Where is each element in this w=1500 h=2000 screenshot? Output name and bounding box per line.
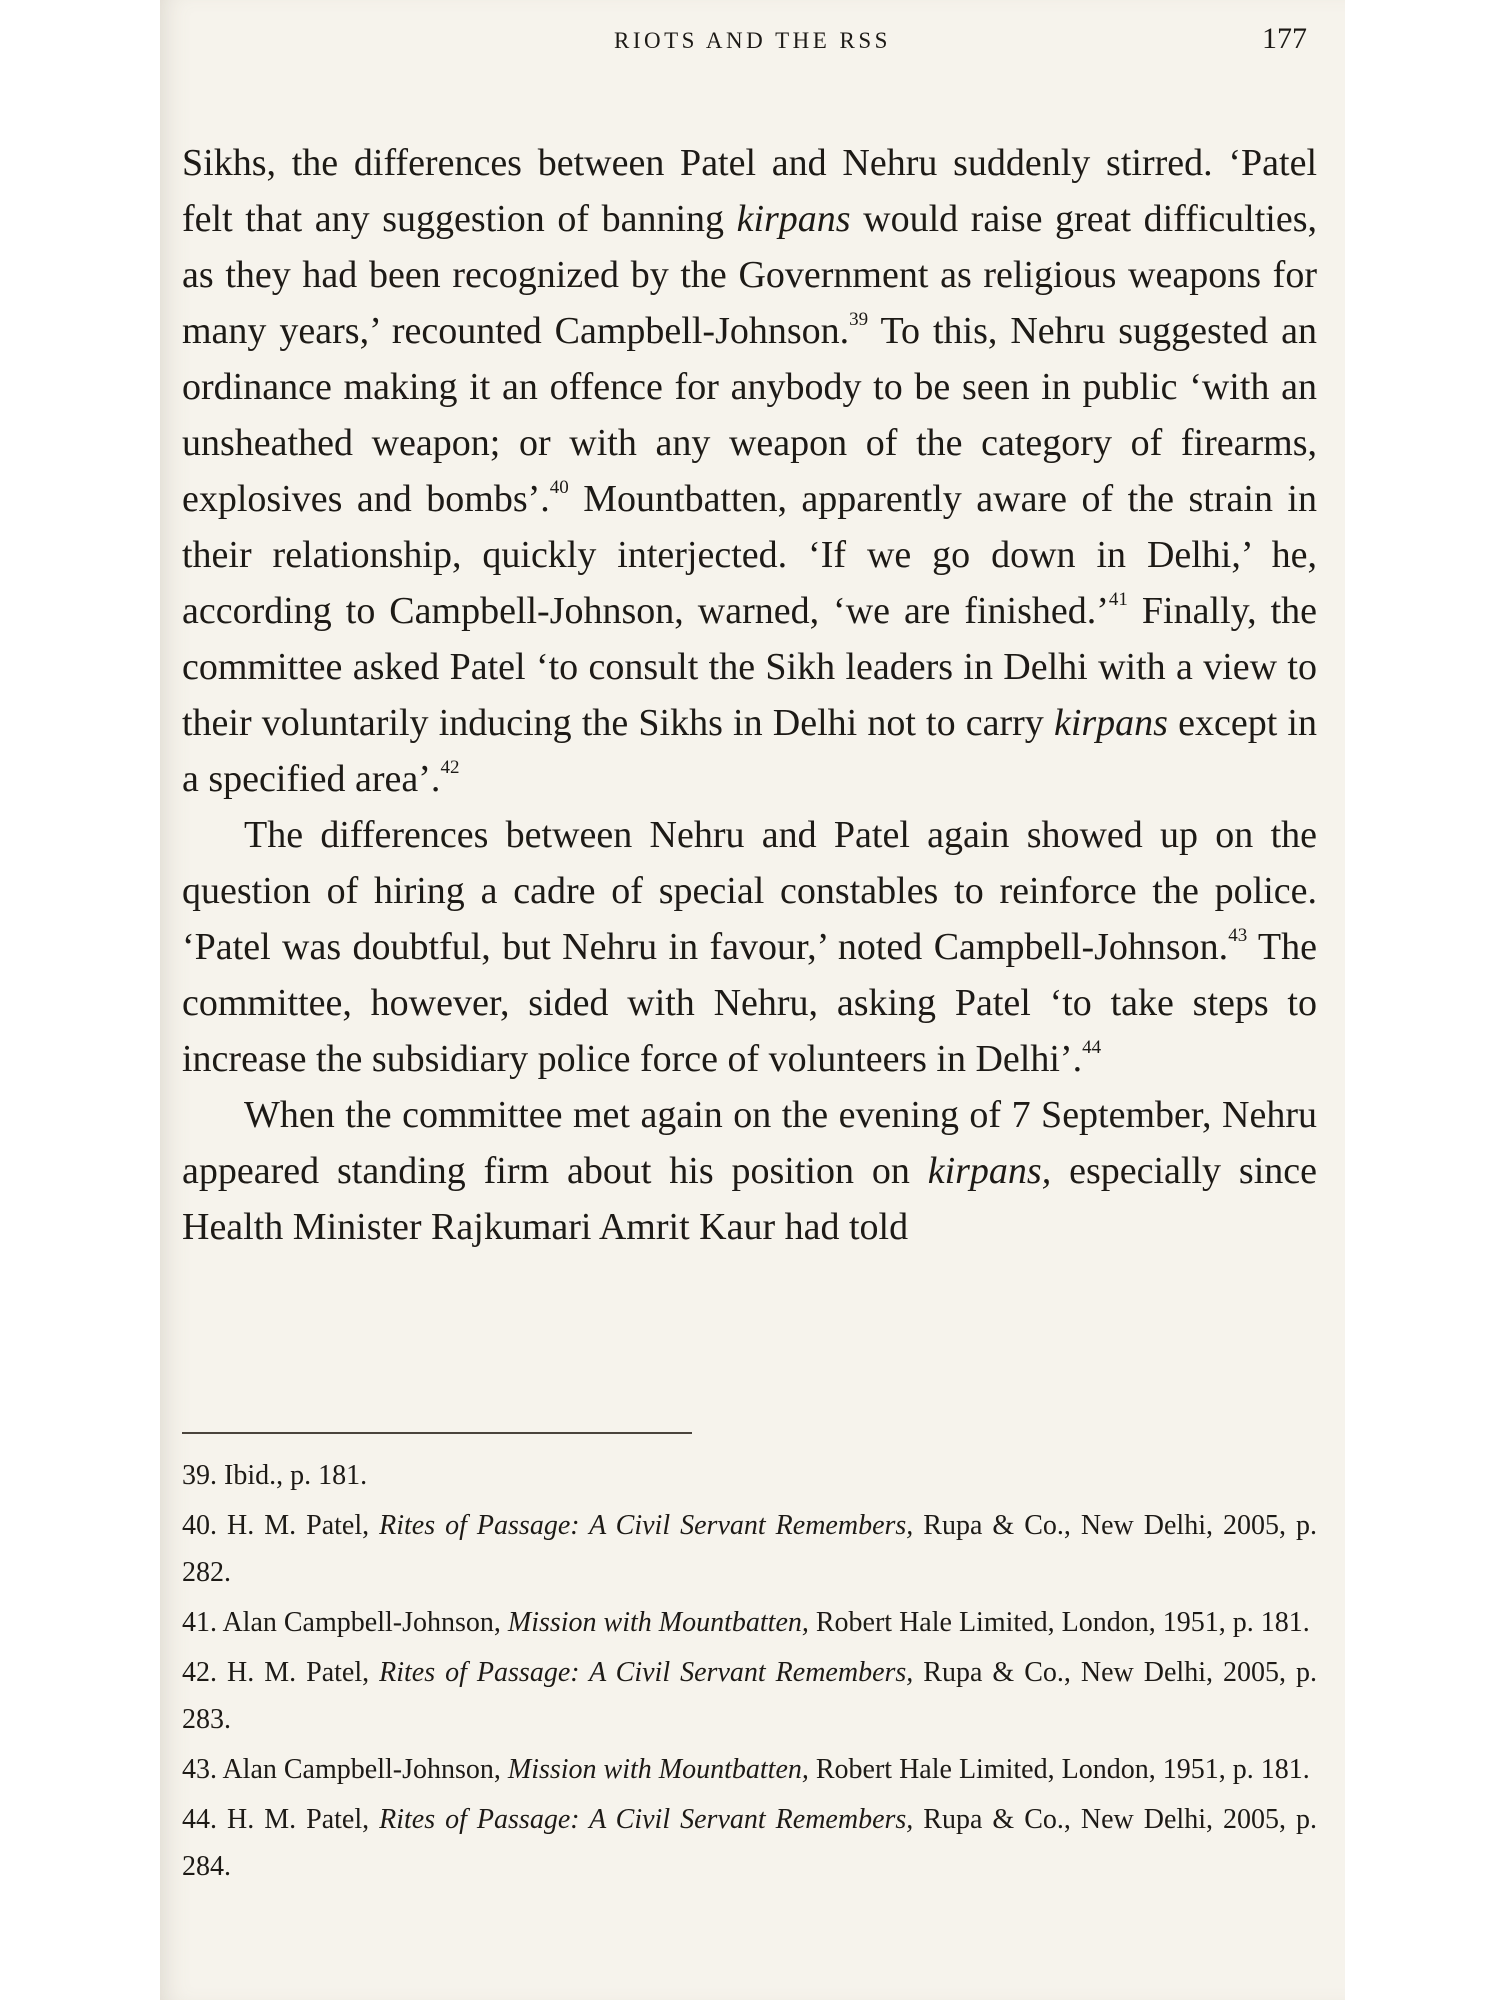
italic-term: kirpans	[1053, 702, 1168, 744]
text-run: would raise great difficulties, as they had been recognized by the Government as religious weapons for many years,’ recounted Campbell-Johnson.	[182, 198, 1318, 352]
footnote-41	[182, 1599, 1317, 1646]
footnote-ref-42: 42	[440, 757, 460, 778]
footnote-divider	[182, 1432, 692, 1434]
paragraph-3	[182, 1087, 1317, 1255]
footnote-book-title: Mission with Mountbatten,	[507, 1754, 809, 1785]
footnote-text: Rupa & Co., New Delhi, 2005, p. 282.	[182, 1510, 1317, 1588]
footnote-40	[182, 1502, 1317, 1596]
paragraph-1	[182, 135, 1317, 807]
text-run: except in a specified area’.	[182, 702, 1317, 800]
paragraph-2	[182, 807, 1317, 1087]
footnote-book-title: Rites of Passage: A Civil Servant Remembers,	[379, 1657, 914, 1688]
footnote-ref-40: 40	[549, 477, 569, 498]
text-run: The committee, however, sided with Nehru, asking Patel ‘to take steps to increase the subsidiary police force of volunteers in Delhi’.	[182, 926, 1317, 1080]
footnotes	[182, 1452, 1317, 1893]
footnote-text: 41. Alan Campbell-Johnson,	[182, 1607, 508, 1638]
footnote-ref-43: 43	[1228, 925, 1248, 946]
page-header	[182, 22, 1323, 62]
footnote-text: 40. H. M. Patel,	[182, 1510, 380, 1541]
text-run: Mountbatten, apparently aware of the strain in their relationship, quickly interjected. ‘If we go down in Delhi,’ he, according to Campbell-Johnson, warned, ‘we are finished.’	[182, 478, 1317, 632]
footnote-ref-39: 39	[849, 309, 869, 330]
footnote-text: 39. Ibid., p. 181.	[182, 1460, 368, 1491]
footnote-ref-44: 44	[1082, 1037, 1102, 1058]
main-text	[182, 135, 1317, 1255]
text-run: To this, Nehru suggested an ordinance making it an offence for anybody to be seen in public ‘with an unsheathed weapon; or with any weapon of the category of firearms, explosives and bombs’.	[182, 310, 1317, 520]
text-run: especially since Health Minister Rajkumari Amrit Kaur had told	[182, 1150, 1317, 1248]
footnote-42	[182, 1649, 1317, 1743]
footnote-book-title: Rites of Passage: A Civil Servant Remembers,	[379, 1804, 914, 1835]
footnote-39	[182, 1452, 1317, 1499]
footnote-text: Robert Hale Limited, London, 1951, p. 181.	[808, 1607, 1310, 1638]
italic-term: kirpans,	[927, 1150, 1052, 1192]
book-page	[160, 0, 1345, 2000]
text-run: Finally, the committee asked Patel ‘to consult the Sikh leaders in Delhi with a view to their voluntarily inducing the Sikhs in Delhi not to carry	[182, 590, 1317, 744]
footnote-text: Robert Hale Limited, London, 1951, p. 181.	[808, 1754, 1310, 1785]
footnote-text: 44. H. M. Patel,	[182, 1804, 380, 1835]
footnote-text: 43. Alan Campbell-Johnson,	[182, 1754, 508, 1785]
footnote-text: Rupa & Co., New Delhi, 2005, p. 284.	[182, 1804, 1317, 1882]
footnote-ref-41: 41	[1108, 589, 1128, 610]
text-run: When the committee met again on the evening of 7 September, Nehru appeared standing firm about his position on	[182, 1094, 1317, 1192]
footnote-43	[182, 1746, 1317, 1793]
footnote-44	[182, 1796, 1317, 1890]
footnote-text: Rupa & Co., New Delhi, 2005, p. 283.	[182, 1657, 1317, 1735]
footnote-book-title: Mission with Mountbatten,	[507, 1607, 809, 1638]
text-run: Sikhs, the differences between Patel and Nehru suddenly stirred. ‘Patel felt that any suggestion of banning	[182, 142, 1317, 240]
text-run: The differences between Nehru and Patel again showed up on the question of hiring a cadre of special constables to reinforce the police. ‘Patel was doubtful, but Nehru in favour,’ noted Campbell-Johnson.	[182, 814, 1317, 968]
footnote-text: 42. H. M. Patel,	[182, 1657, 380, 1688]
footnote-book-title: Rites of Passage: A Civil Servant Remembers,	[379, 1510, 914, 1541]
italic-term: kirpans	[736, 198, 851, 240]
running-title: RIOTS AND THE RSS	[614, 28, 891, 53]
page-number: 177	[1262, 22, 1307, 55]
